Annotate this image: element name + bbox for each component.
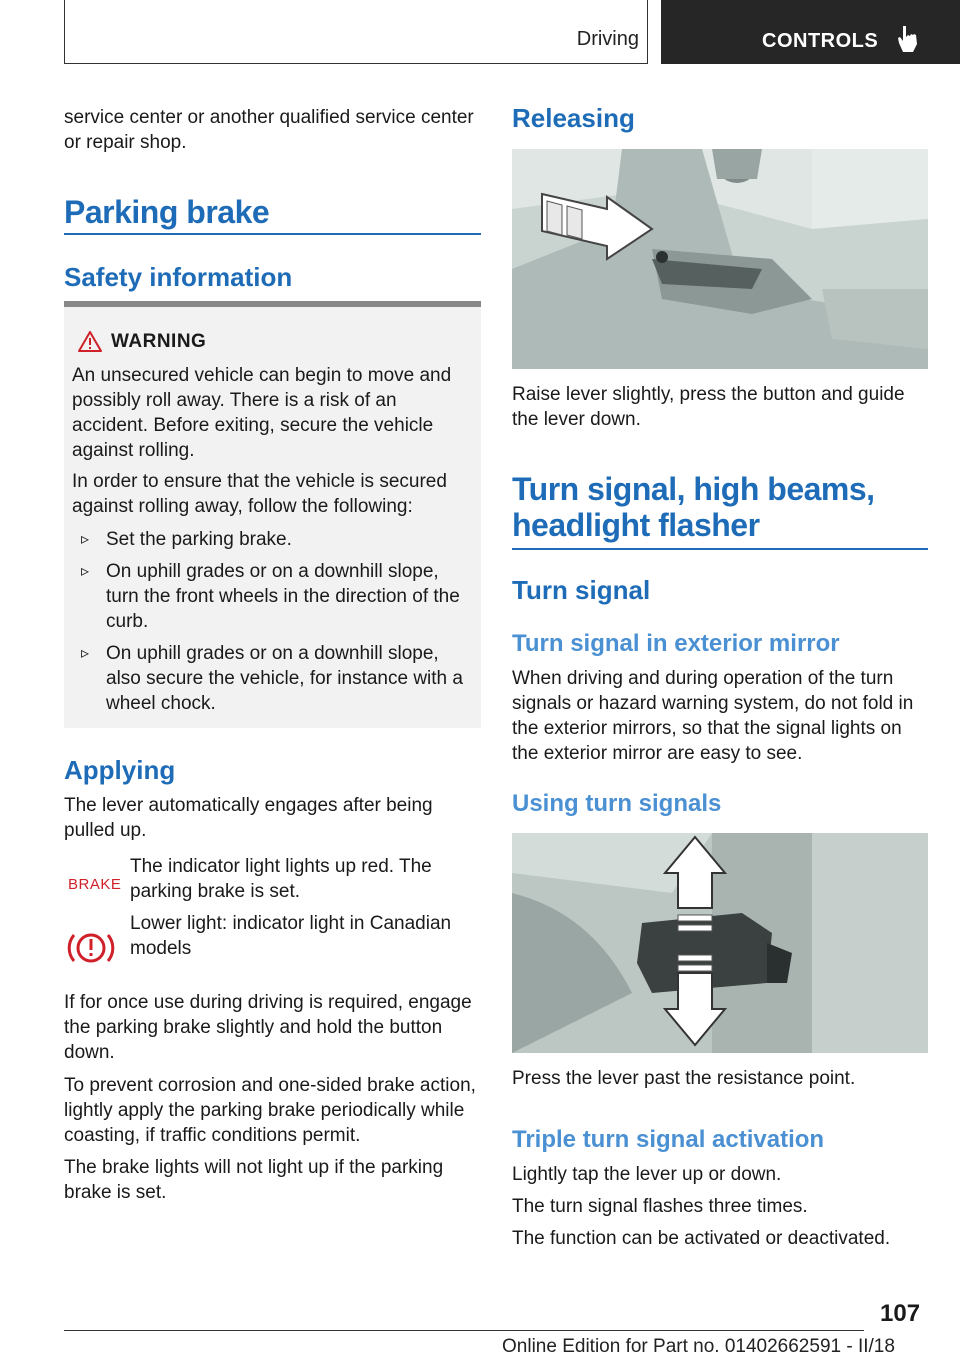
using-caption: Press the lever past the resistance point. <box>512 1068 856 1089</box>
indicator-1-text: The indicator light lights up red. The parking brake is set. <box>130 856 432 902</box>
heading-rule <box>512 548 928 550</box>
warning-paragraph-2: In order to ensure that the vehicle is secured against rolling away, follow the following: <box>72 471 447 517</box>
heading-triple-turn-signal: Triple turn signal activation <box>512 1126 825 1153</box>
warning-box <box>64 301 481 728</box>
header-chapter-tab <box>661 0 960 64</box>
brake-indicator-icon: BRAKE <box>68 876 122 893</box>
exterior-mirror-paragraph: When driving and during operation of the turn signals or hazard warning system, do not fold in the exterior mirrors, so that the signal lights on the exterior mirror are easy to see. <box>512 668 914 764</box>
paragraph-corrosion: To prevent corrosion and one-sided brake action, lightly apply the parking brake periodically while coasting, if traffic conditions permit. <box>64 1075 476 1146</box>
header-chapter-title: CONTROLS <box>762 30 879 52</box>
paragraph-once-use: If for once use during driving is required, engage the parking brake slightly and hold the button down. <box>64 992 472 1063</box>
indicator-2-text: Lower light: indicator light in Canadian models <box>130 913 452 959</box>
pointing-hand-icon <box>895 24 923 54</box>
triple-paragraph-3: The function can be activated or deactivated. <box>512 1228 891 1249</box>
intro-paragraph: service center or another qualified service center or repair shop. <box>64 107 474 153</box>
warning-triangle-icon <box>78 331 102 352</box>
heading-using-turn-signals: Using turn signals <box>512 790 722 817</box>
triple-paragraph-2: The turn signal flashes three times. <box>512 1196 808 1217</box>
heading-releasing: Releasing <box>512 103 635 133</box>
heading-safety-information: Safety information <box>64 262 293 292</box>
heading-exterior-mirror: Turn signal in exterior mirror <box>512 630 840 657</box>
heading-applying: Applying <box>64 755 176 785</box>
list-item: ▹ On uphill grades or on a downhill slope, also secure the vehicle, for instance with a wheel chock. <box>70 641 470 716</box>
triple-paragraph-1: Lightly tap the lever up or down. <box>512 1164 782 1185</box>
warning-bullet-list <box>70 527 470 723</box>
applying-paragraph: The lever automatically engages after being pulled up. <box>64 795 433 841</box>
console-illustration <box>512 149 928 369</box>
page-number: 107 <box>880 1300 921 1327</box>
heading-turn-signal: Turn signal <box>512 575 651 605</box>
heading-parking-brake: Parking brake <box>64 194 270 230</box>
paragraph-brake-lights: The brake lights will not light up if the parking brake is set. <box>64 1157 444 1203</box>
footer-edition-text: Online Edition for Part no. 01402662591 - II/18 <box>502 1336 895 1357</box>
list-item: ▹ Set the parking brake. <box>70 527 470 552</box>
brake-warning-light-icon <box>66 928 116 968</box>
warning-title: WARNING <box>111 331 207 352</box>
list-item: ▹ On uphill grades or on a downhill slope, turn the front wheels in the direction of the curb. <box>70 559 470 634</box>
footer-rule <box>64 1330 864 1331</box>
header-section-title: Driving <box>576 28 639 50</box>
turn-signal-lever-image <box>512 833 928 1053</box>
releasing-caption: Raise lever slightly, press the button and guide the lever down. <box>512 384 905 430</box>
steering-column-illustration <box>512 833 928 1053</box>
heading-rule <box>64 233 481 235</box>
warning-box-bar <box>64 301 481 307</box>
heading-turn-signal-high-beams: Turn signal, high beams, headlight flasher <box>512 471 875 543</box>
warning-paragraph-1: An unsecured vehicle can begin to move and possibly roll away. There is a risk of an accident. Before exiting, secure the vehicle against rolling. <box>72 365 452 461</box>
header-left-panel <box>64 0 648 64</box>
parking-brake-lever-image <box>512 149 928 369</box>
